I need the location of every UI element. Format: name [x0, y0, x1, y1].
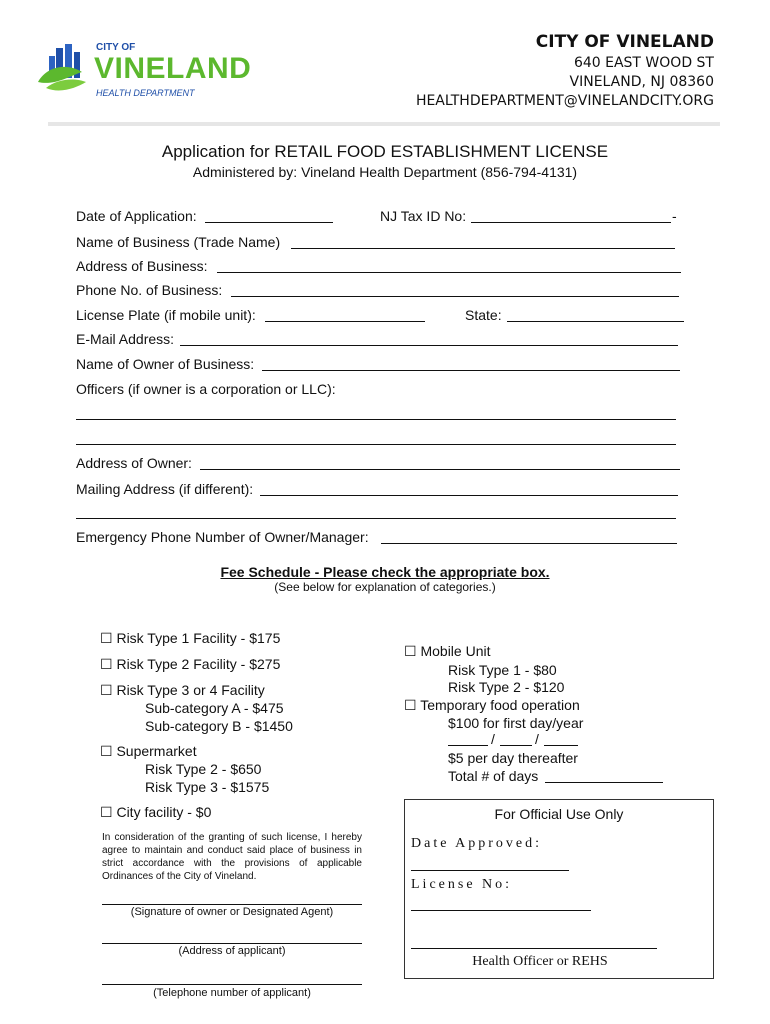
owner-name-field[interactable] — [262, 370, 680, 371]
supermarket-risk2: Risk Type 2 - $650 — [145, 761, 262, 777]
license-plate-label: License Plate (if mobile unit): — [76, 307, 256, 323]
logo-health-department: HEALTH DEPARTMENT — [96, 88, 195, 98]
supermarket-label: Supermarket — [116, 743, 197, 759]
date-approved-label: Date Approved: — [411, 836, 543, 851]
supermarket-risk3: Risk Type 3 - $1575 — [145, 779, 270, 795]
risk1-checkbox[interactable]: ☐ — [100, 631, 113, 647]
tax-id-field[interactable] — [471, 222, 671, 223]
state-field[interactable] — [507, 321, 684, 322]
health-officer-signature-field[interactable] — [411, 948, 657, 949]
mobile-unit-label: Mobile Unit — [420, 643, 491, 659]
risk1-option[interactable] — [100, 630, 280, 647]
subcategory-b: Sub-category B - $1450 — [145, 718, 293, 734]
mobile-risk2: Risk Type 2 - $120 — [448, 679, 565, 695]
logo-vineland: VINELAND — [94, 52, 252, 85]
mailing-address-field[interactable] — [260, 495, 678, 496]
owner-name-label: Name of Owner of Business: — [76, 356, 255, 372]
temporary-date-year[interactable] — [544, 745, 578, 746]
risk1-label: Risk Type 1 Facility - $175 — [116, 630, 281, 646]
fee-schedule-heading: Fee Schedule - Please check the appropriate box. — [220, 564, 550, 580]
business-address-field[interactable] — [217, 272, 681, 273]
officers-field-2[interactable] — [76, 444, 676, 445]
temporary-first-day: $100 for first day/year — [448, 715, 584, 731]
mobile-risk1: Risk Type 1 - $80 — [448, 662, 557, 678]
date-slash-2: / — [535, 731, 539, 747]
health-officer-label: Health Officer or REHS — [472, 954, 608, 969]
owner-address-field[interactable] — [200, 469, 680, 470]
business-name-field[interactable] — [291, 248, 675, 249]
license-no-field[interactable] — [411, 910, 591, 911]
state-label: State: — [465, 307, 502, 323]
mobile-unit-option[interactable] — [404, 643, 490, 660]
tax-id-dash: - — [672, 208, 677, 224]
business-phone-field[interactable] — [231, 296, 679, 297]
city-facility-checkbox[interactable]: ☐ — [100, 805, 113, 821]
email-field[interactable] — [180, 345, 678, 346]
header-citystate: VINELAND, NJ 08360 — [569, 74, 714, 90]
total-days-label: Total # of days — [448, 768, 539, 784]
license-no-label: License No: — [411, 877, 513, 892]
subcategory-a: Sub-category A - $475 — [145, 700, 284, 716]
supermarket-option[interactable] — [100, 743, 197, 760]
risk34-option[interactable] — [100, 682, 265, 699]
header-address — [416, 30, 714, 111]
total-days-field[interactable] — [545, 782, 663, 783]
temporary-date-month[interactable] — [448, 745, 488, 746]
signature-field[interactable] — [102, 904, 362, 905]
emergency-phone-field[interactable] — [381, 543, 677, 544]
applicant-phone-field[interactable] — [102, 984, 362, 985]
applicant-address-field[interactable] — [102, 943, 362, 944]
form-title: Application for RETAIL FOOD ESTABLISHMENT LICENSE — [161, 142, 609, 161]
mailing-address-field-2[interactable] — [76, 518, 676, 519]
city-skyline-leaf-icon — [36, 42, 92, 98]
fee-schedule-note: (See below for explanation of categories.) — [274, 580, 496, 594]
risk2-label: Risk Type 2 Facility - $275 — [116, 656, 281, 672]
header-city: CITY OF VINELAND — [535, 32, 714, 52]
city-facility-label: City facility - $0 — [116, 804, 212, 820]
business-name-label: Name of Business (Trade Name) — [76, 234, 281, 250]
header-divider — [48, 122, 720, 126]
email-label: E-Mail Address: — [76, 331, 175, 347]
temporary-option[interactable] — [404, 697, 580, 714]
date-application-field[interactable] — [205, 222, 333, 223]
officers-label: Officers (if owner is a corporation or LLC): — [76, 381, 336, 397]
mailing-address-label: Mailing Address (if different): — [76, 481, 254, 497]
risk34-checkbox[interactable]: ☐ — [100, 683, 113, 699]
applicant-phone-label: (Telephone number of applicant) — [153, 987, 311, 999]
supermarket-checkbox[interactable]: ☐ — [100, 744, 113, 760]
official-use-title: For Official Use Only — [494, 806, 624, 822]
consideration-text: In consideration of the granting of such license, I hereby agree to maintain and conduct said place of business in strict accordance with the provisions of applicable Ordinances of the City of Vineland. — [102, 832, 362, 882]
vineland-logo — [36, 38, 276, 108]
temporary-date-day[interactable] — [500, 745, 532, 746]
logo-city-of: CITY OF — [96, 42, 136, 53]
date-slash-1: / — [491, 731, 495, 747]
applicant-address-label: (Address of applicant) — [178, 945, 286, 957]
business-phone-label: Phone No. of Business: — [76, 282, 223, 298]
header-email: HEALTHDEPARTMENT@VINELANDCITY.ORG — [415, 93, 714, 109]
business-address-label: Address of Business: — [76, 258, 208, 274]
temporary-checkbox[interactable]: ☐ — [404, 698, 417, 714]
date-approved-field[interactable] — [411, 870, 569, 871]
officers-field-1[interactable] — [76, 419, 676, 420]
mobile-unit-checkbox[interactable]: ☐ — [404, 644, 417, 660]
tax-id-label: NJ Tax ID No: — [380, 208, 467, 224]
temporary-label: Temporary food operation — [420, 697, 580, 713]
official-use-box — [404, 799, 714, 979]
signature-label: (Signature of owner or Designated Agent) — [130, 906, 334, 918]
owner-address-label: Address of Owner: — [76, 455, 192, 471]
temporary-per-day: $5 per day thereafter — [448, 750, 578, 766]
risk34-label: Risk Type 3 or 4 Facility — [116, 682, 265, 698]
header-street: 640 EAST WOOD ST — [573, 55, 714, 71]
city-facility-option[interactable] — [100, 804, 211, 821]
emergency-phone-label: Emergency Phone Number of Owner/Manager: — [76, 529, 369, 545]
license-plate-field[interactable] — [265, 321, 425, 322]
form-subtitle: Administered by: Vineland Health Department (856-794-4131) — [192, 164, 578, 180]
risk2-option[interactable] — [100, 656, 280, 673]
date-application-label: Date of Application: — [76, 208, 197, 224]
risk2-checkbox[interactable]: ☐ — [100, 657, 113, 673]
